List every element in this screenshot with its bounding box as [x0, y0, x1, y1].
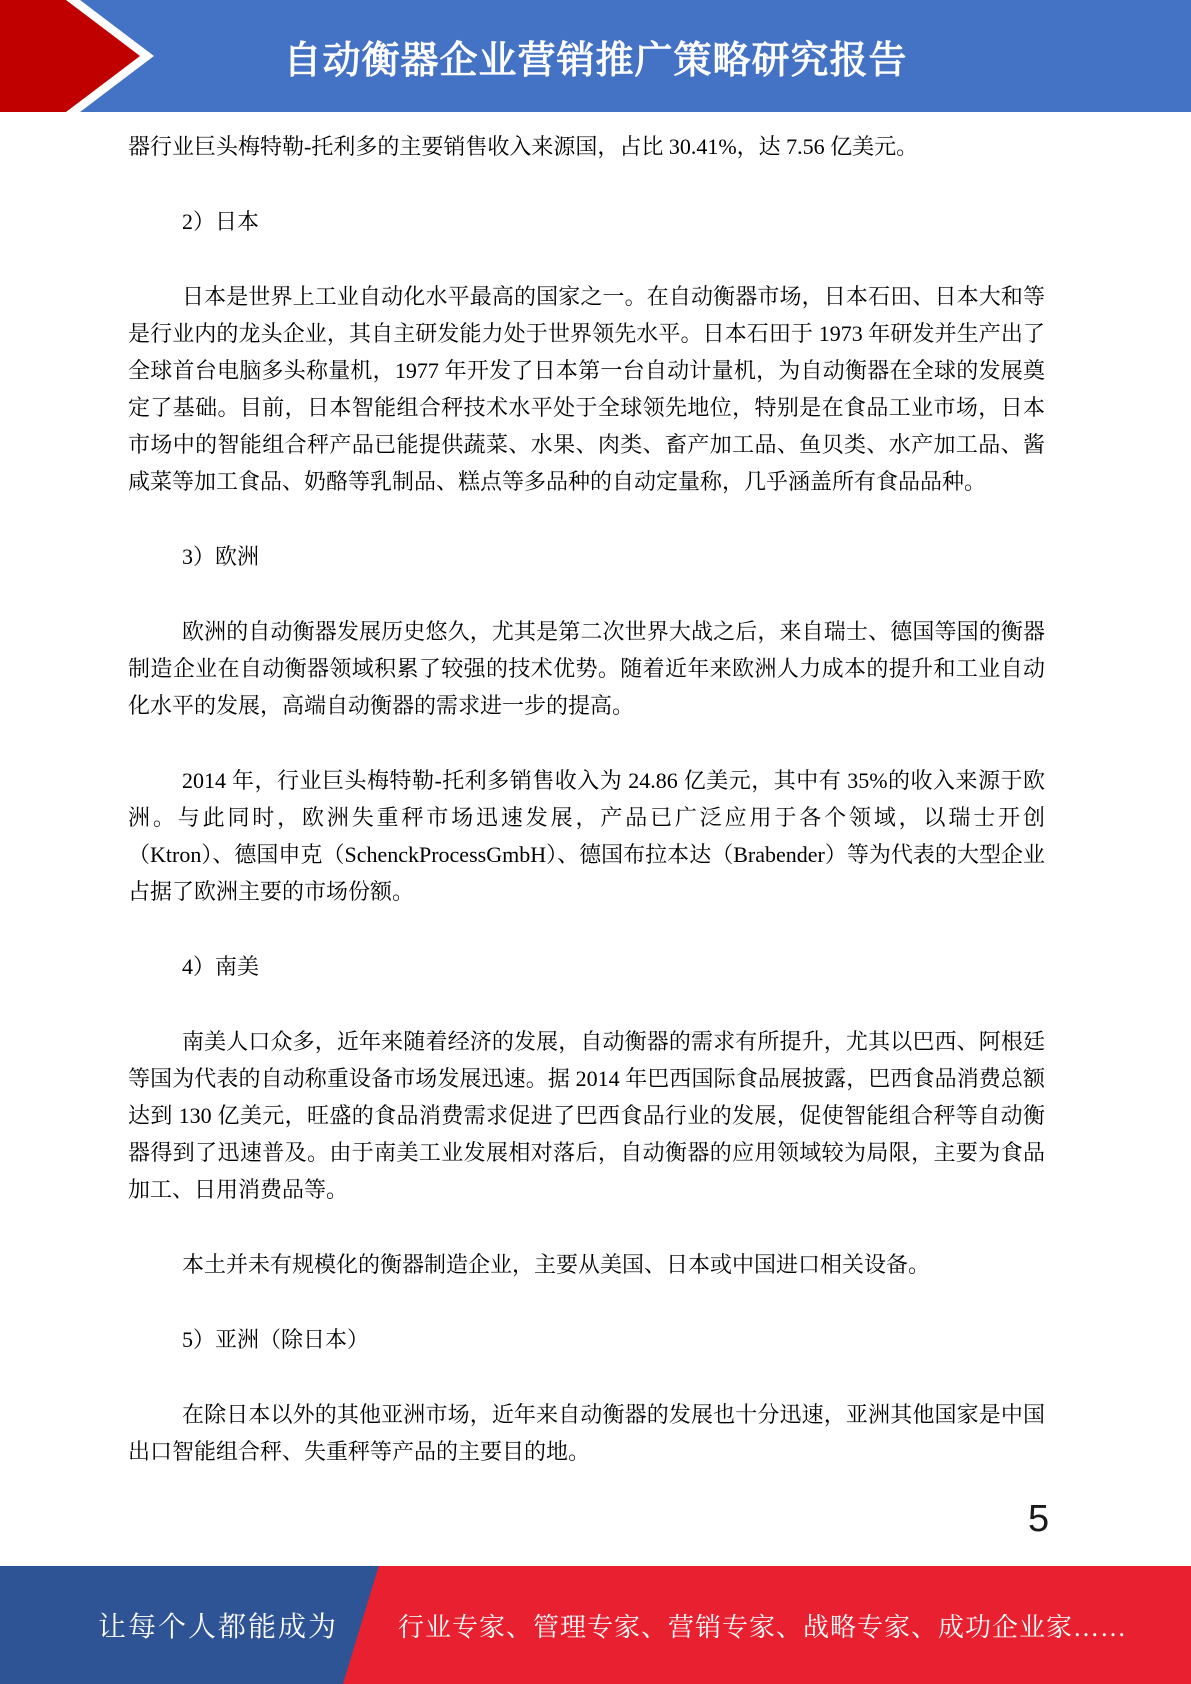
section-heading-asia: 5）亚洲（除日本） [182, 1327, 370, 1352]
section-heading-japan: 2）日本 [182, 209, 260, 234]
body-paragraph-europe-2014: 2014 年，行业巨头梅特勒-托利多销售收入为 24.86 亿美元，其中有 35%的收入来源于欧洲。与此同时，欧洲失重秤市场迅速发展，产品已广泛应用于各个领域，以瑞士开创（Ktron）、德国申克（SchenckProcessGmbH）、德国布拉本达（Brabender）等为代表的大型企业占据了欧洲主要的市场份额。 [128, 768, 1045, 904]
header-banner [0, 0, 1191, 112]
body-paragraph-continuation: 器行业巨头梅特勒-托利多的主要销售收入来源国，占比 30.41%，达 7.56 亿美元。 [128, 134, 919, 159]
footer-banner [0, 1566, 1191, 1684]
section-heading-south-america: 4）南美 [182, 954, 260, 979]
body-paragraph-europe: 欧洲的自动衡器发展历史悠久，尤其是第二次世界大战之后，来自瑞士、德国等国的衡器制造企业在自动衡器领域积累了较强的技术优势。随着近年来欧洲人力成本的提升和工业自动化水平的发展，高端自动衡器的需求进一步的提高。 [128, 619, 1045, 718]
footer-slogan-right: 行业专家、管理专家、营销专家、战略专家、成功企业家…… [398, 1612, 1128, 1642]
page-title: 自动衡器企业营销推广策略研究报告 [283, 39, 908, 82]
footer-slogan-left: 让每个人都能成为 [97, 1612, 338, 1643]
body-paragraph-japan: 日本是世界上工业自动化水平最高的国家之一。在自动衡器市场，日本石田、日本大和等是行业内的龙头企业，其自主研发能力处于世界领先水平。日本石田于 1973 年研发并生产出了全球首台电脑多头称量机，1977 年开发了日本第一台自动计量机，为自动衡器在全球的发展奠定了基础。目前，日本智能组合秤技术水平处于全球领先地位，特别是在食品工业市场，日本市场中的智能组合秤产品已能提供蔬菜、水果、肉类、畜产加工品、鱼贝类、水产加工品、酱咸菜等加工食品、奶酪等乳制品、糕点等多品种的自动定量称，几乎涵盖所有食品品种。 [128, 284, 1045, 494]
chevron-arrow-icon [0, 0, 190, 112]
body-paragraph-local-makers: 本土并未有规模化的衡器制造企业，主要从美国、日本或中国进口相关设备。 [182, 1252, 931, 1277]
section-heading-europe: 3）欧洲 [182, 544, 260, 569]
page-number: 5 [1028, 1498, 1050, 1540]
content-area [128, 128, 1045, 1508]
body-paragraph-asia: 在除日本以外的其他亚洲市场，近年来自动衡器的发展也十分迅速，亚洲其他国家是中国出口智能组合秤、失重秤等产品的主要目的地。 [128, 1402, 1045, 1464]
body-paragraph-south-america: 南美人口众多，近年来随着经济的发展，自动衡器的需求有所提升，尤其以巴西、阿根廷等国为代表的自动称重设备市场发展迅速。据 2014 年巴西国际食品展披露，巴西食品消费总额达到 130 亿美元，旺盛的食品消费需求促进了巴西食品行业的发展，促使智能组合秤等自动衡器得到了迅速普及。由于南美工业发展相对落后，自动衡器的应用领域较为局限，主要为食品加工、日用消费品等。 [128, 1029, 1045, 1202]
